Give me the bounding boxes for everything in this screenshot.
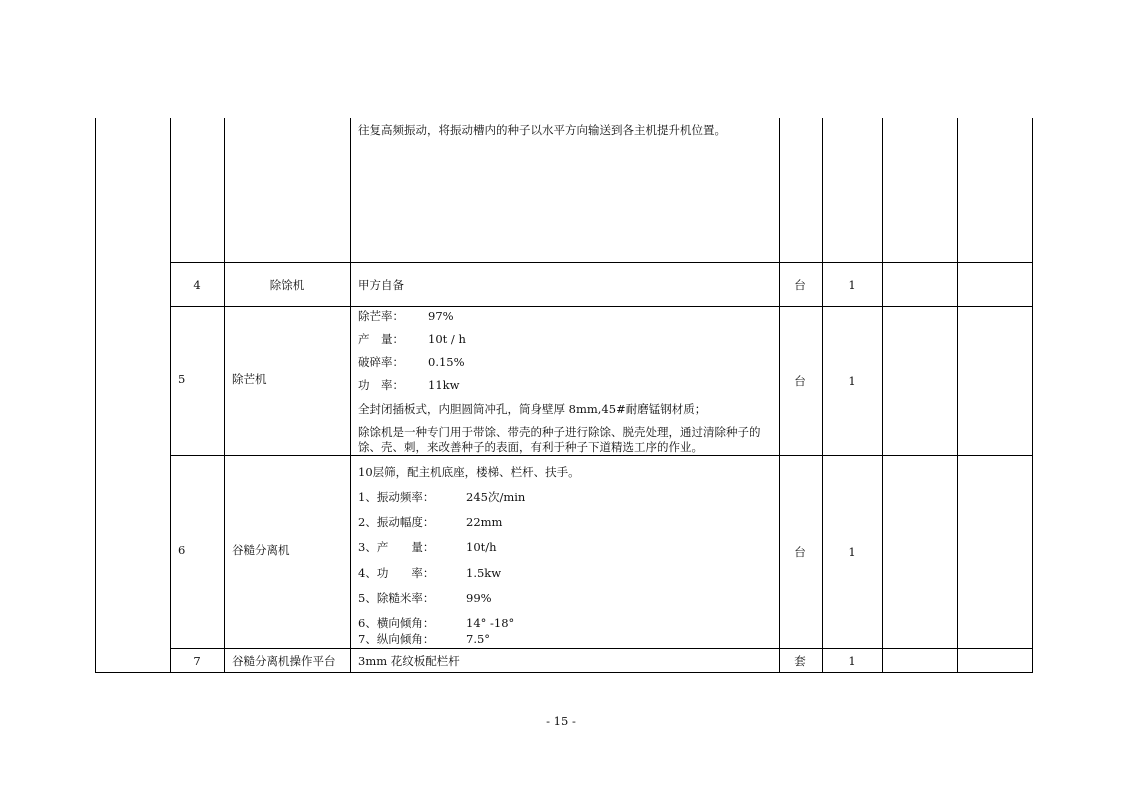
table-border-left — [95, 118, 96, 672]
spec-intro: 10层筛，配主机底座，楼梯、栏杆、扶手。 — [358, 465, 580, 479]
spec-note: 全封闭插板式，内胆圆筒冲孔，筒身壁厚 8mm,45#耐磨锰钢材质； — [358, 402, 707, 416]
row-description: 往复高频振动，将振动槽内的种子以水平方向输送到各主机提升机位置。 — [358, 123, 726, 137]
spec-line: 4、功 率： 1.5kw — [358, 566, 502, 580]
row-unit: 套 — [794, 654, 806, 668]
table-border-bottom — [95, 672, 1033, 673]
row-number: 5 — [178, 372, 186, 386]
table-border-right — [1032, 118, 1033, 672]
table-row-divider — [170, 306, 1033, 307]
row-unit: 台 — [794, 374, 806, 388]
row-equipment-name: 谷糙分离机操作平台 — [232, 654, 336, 668]
row-number: 7 — [193, 654, 201, 668]
spec-line: 6、横向倾角： 14° -18° — [358, 616, 515, 630]
row-quantity: 1 — [848, 278, 856, 292]
spec-line: 5、除糙米率： 99% — [358, 591, 492, 605]
spec-line: 产 量： 10t / h — [358, 332, 466, 346]
table-row-divider — [170, 455, 1033, 456]
row-equipment-name: 谷糙分离机 — [232, 543, 290, 557]
table-row-divider — [170, 262, 1033, 263]
spec-line: 破碎率： 0.15% — [358, 355, 465, 369]
spec-line: 功 率： 11kw — [358, 378, 460, 392]
table-col-divider — [170, 118, 171, 672]
row-quantity: 1 — [848, 374, 856, 388]
table-col-divider — [957, 118, 958, 672]
table-row-divider — [170, 648, 1033, 649]
table-col-divider — [779, 118, 780, 672]
row-number: 6 — [178, 543, 186, 557]
table-col-divider — [822, 118, 823, 672]
table-col-divider — [224, 118, 225, 672]
spec-line: 除芒率： 97% — [358, 309, 454, 323]
spec-line: 1、振动频率： 245次/min — [358, 490, 526, 504]
spec-line: 3、产 量： 10t/h — [358, 540, 497, 554]
row-description: 甲方自备 — [358, 278, 404, 292]
row-equipment-name: 除芒机 — [232, 372, 267, 386]
spec-line: 7、纵向倾角： 7.5° — [358, 632, 491, 646]
row-quantity: 1 — [848, 545, 856, 559]
row-unit: 台 — [794, 278, 806, 292]
table-col-divider — [882, 118, 883, 672]
table-col-divider — [350, 118, 351, 672]
spec-note: 除馀机是一种专门用于带馀、带壳的种子进行除馀、脱壳处理，通过清除种子的 — [358, 425, 761, 439]
row-description: 3mm 花纹板配栏杆 — [358, 654, 460, 668]
page-number: - 15 - — [546, 714, 576, 728]
row-quantity: 1 — [848, 654, 856, 668]
row-number: 4 — [193, 278, 201, 292]
row-equipment-name: 除馀机 — [269, 278, 305, 292]
row-unit: 台 — [794, 545, 806, 559]
spec-line: 2、振动幅度： 22mm — [358, 515, 503, 529]
spec-note: 馀、壳、刺，来改善种子的表面，有利于种子下道精选工序的作业。 — [358, 440, 703, 454]
